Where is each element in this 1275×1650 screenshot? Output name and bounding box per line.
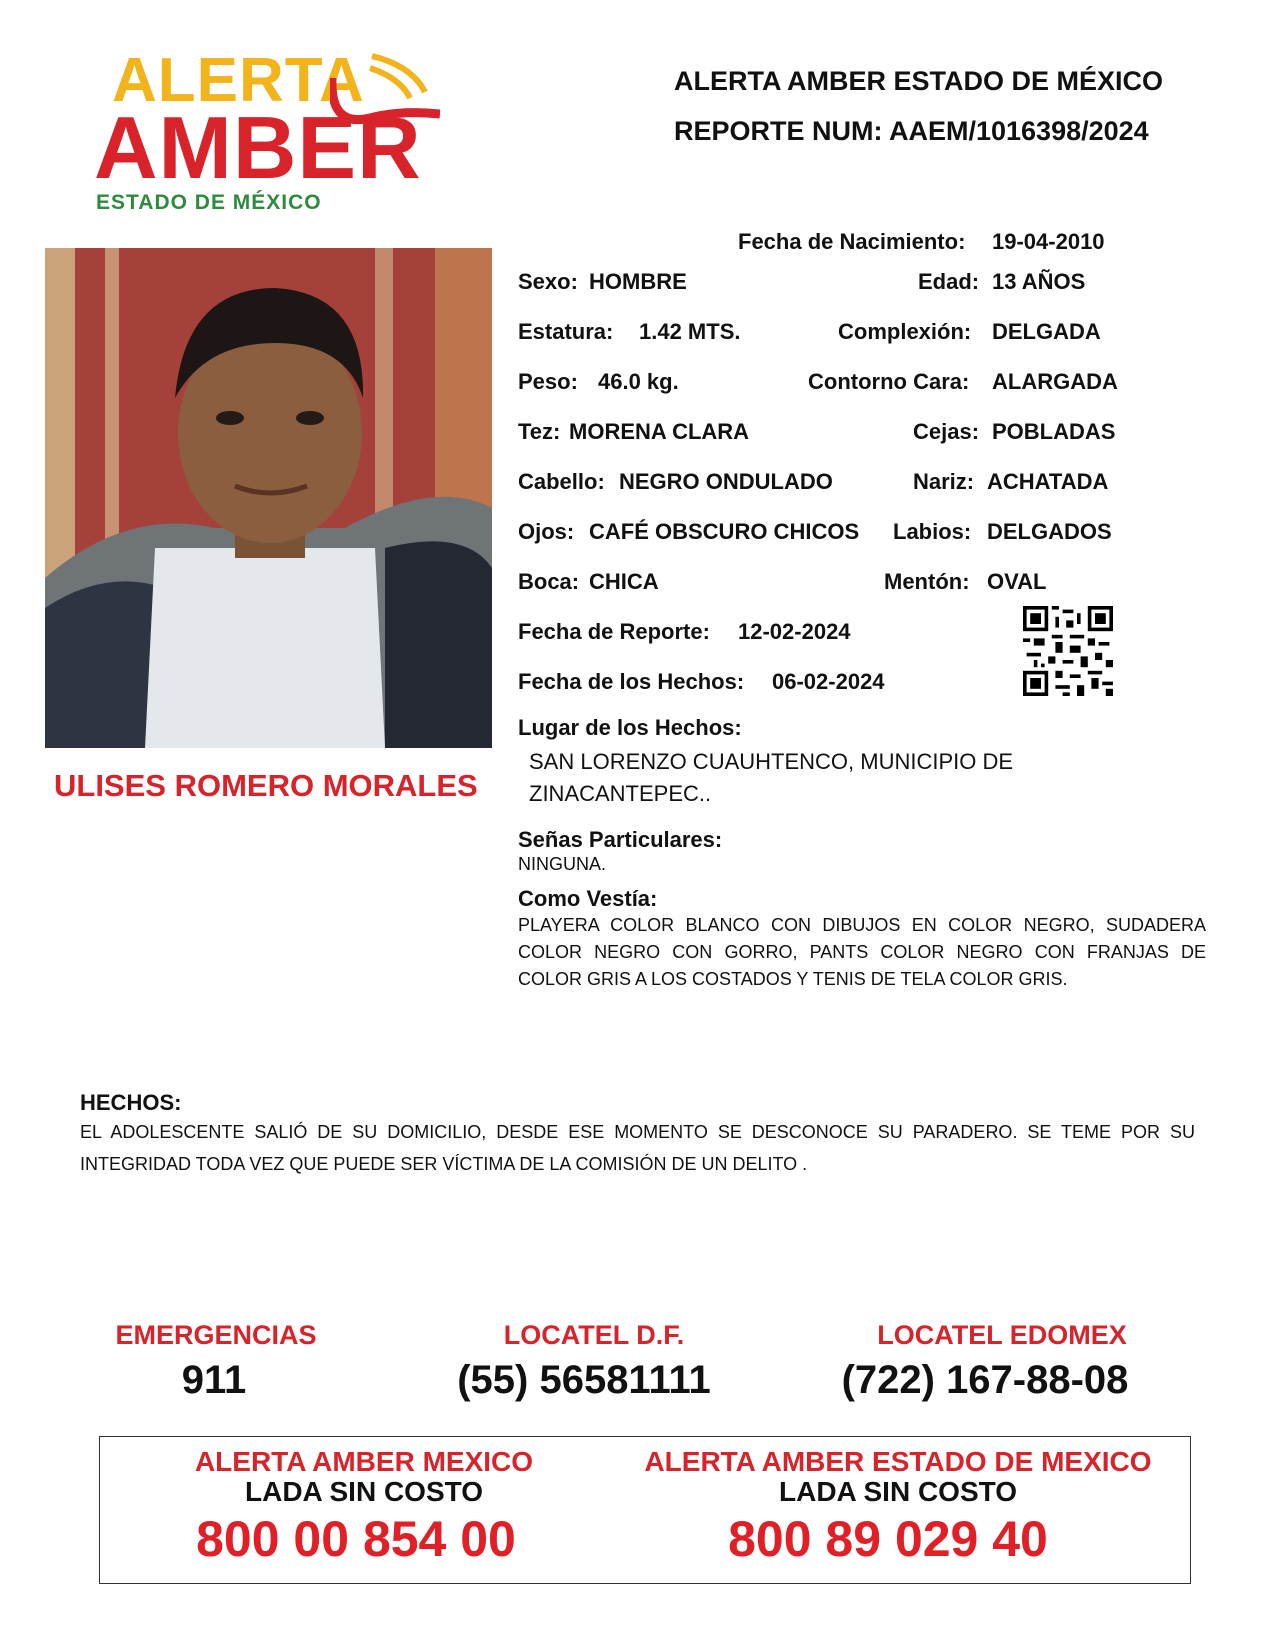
free-line-number-mexico: 800 00 854 00 — [196, 1511, 516, 1567]
lugar-line-1: SAN LORENZO CUAUHTENCO, MUNICIPIO DE — [529, 749, 1014, 774]
field-label-ojos: Ojos: — [518, 519, 575, 544]
field-value-sexo: HOMBRE — [589, 269, 687, 294]
field-label-sexo: Sexo: — [518, 269, 578, 294]
free-line-title-edomex: ALERTA AMBER ESTADO DE MEXICO — [644, 1446, 1152, 1477]
field-value-edad: 13 AÑOS — [992, 269, 1086, 294]
free-line-sub-mexico: LADA SIN COSTO — [244, 1476, 484, 1507]
hechos-label: HECHOS: — [80, 1090, 182, 1115]
free-line-number-edomex: 800 89 029 40 — [728, 1511, 1048, 1567]
field-value-peso: 46.0 kg. — [598, 369, 679, 394]
field-label-tez: Tez: — [518, 419, 561, 444]
field-label-fecha-reporte: Fecha de Reporte: — [518, 619, 710, 644]
field-value-cabello: NEGRO ONDULADO — [619, 469, 833, 494]
free-line-title-mexico: ALERTA AMBER MEXICO — [194, 1446, 534, 1477]
lugar-line-2: ZINACANTEPEC.. — [529, 781, 712, 806]
logo-swoosh-icon — [330, 48, 440, 158]
field-label-complexion: Complexión: — [838, 319, 972, 344]
field-value-nariz: ACHATADA — [987, 469, 1109, 494]
field-label-edad: Edad: — [918, 269, 980, 294]
contact-number-locatel-df: (55) 56581111 — [457, 1358, 711, 1402]
field-value-estatura: 1.42 MTS. — [639, 319, 741, 344]
report-number: REPORTE NUM: AAEM/1016398/2024 — [674, 116, 1149, 146]
field-value-fecha-hechos: 06-02-2024 — [772, 669, 885, 694]
hechos-text: EL ADOLESCENTE SALIÓ DE SU DOMICILIO, DESDE ESE MOMENTO SE DESCONOCE SU PARADERO. SE TEME POR SU INTEGRIDAD TODA VEZ QUE PUEDE SER VÍCTIMA DE LA COMISIÓN DE UN DELITO . — [80, 1122, 1195, 1174]
senas-label: Señas Particulares: — [518, 827, 723, 852]
field-label-contorno-cara: Contorno Cara: — [808, 369, 970, 394]
field-label-cejas: Cejas: — [913, 419, 980, 444]
field-label-peso: Peso: — [518, 369, 578, 394]
logo-amber-text: AMBER — [94, 98, 422, 197]
field-label-estatura: Estatura: — [518, 319, 614, 344]
field-value-contorno-cara: ALARGADA — [992, 369, 1118, 394]
field-value-complexion: DELGADA — [992, 319, 1101, 344]
qr-code — [1023, 606, 1113, 696]
page-title: ALERTA AMBER ESTADO DE MÉXICO — [674, 66, 1164, 96]
free-line-sub-edomex: LADA SIN COSTO — [778, 1476, 1018, 1507]
field-label-cabello: Cabello: — [518, 469, 605, 494]
logo-alerta-text: ALERTA — [112, 46, 365, 115]
contact-number-emergencias: 911 — [181, 1358, 247, 1402]
contact-label-locatel-edomex: LOCATEL EDOMEX — [877, 1320, 1127, 1350]
field-label-nariz: Nariz: — [913, 469, 975, 494]
field-label-fecha-hechos: Fecha de los Hechos: — [518, 669, 745, 694]
senas-value: NINGUNA. — [518, 854, 607, 874]
field-value-fecha-reporte: 12-02-2024 — [738, 619, 851, 644]
field-label-fecha-nacimiento: Fecha de Nacimiento: — [738, 229, 966, 254]
field-value-boca: CHICA — [589, 569, 659, 594]
vestia-label: Como Vestía: — [518, 886, 658, 911]
person-photo — [45, 248, 492, 748]
field-value-menton: OVAL — [987, 569, 1047, 594]
field-label-labios: Labios: — [893, 519, 972, 544]
field-value-cejas: POBLADAS — [992, 419, 1116, 444]
field-label-boca: Boca: — [518, 569, 580, 594]
contact-label-locatel-df: LOCATEL D.F. — [503, 1320, 685, 1350]
field-value-labios: DELGADOS — [987, 519, 1112, 544]
person-name: ULISES ROMERO MORALES — [54, 768, 478, 803]
vestia-description: PLAYERA COLOR BLANCO CON DIBUJOS EN COLOR NEGRO, SUDADERA COLOR NEGRO CON GORRO, PANTS COLOR NEGRO CON FRANJAS DE COLOR GRIS A LOS COSTADOS Y TENIS DE TELA COLOR GRIS. — [518, 915, 1206, 989]
field-label-menton: Mentón: — [884, 569, 970, 594]
contact-number-locatel-edomex: (722) 167-88-08 — [841, 1358, 1129, 1402]
lugar-label: Lugar de los Hechos: — [518, 715, 742, 740]
contact-label-emergencias: EMERGENCIAS — [115, 1320, 317, 1350]
logo-subtitle: ESTADO DE MÉXICO — [96, 191, 322, 214]
field-value-fecha-nacimiento: 19-04-2010 — [992, 229, 1105, 254]
field-value-tez: MORENA CLARA — [569, 419, 750, 444]
field-value-ojos: CAFÉ OBSCURO CHICOS — [589, 519, 860, 544]
